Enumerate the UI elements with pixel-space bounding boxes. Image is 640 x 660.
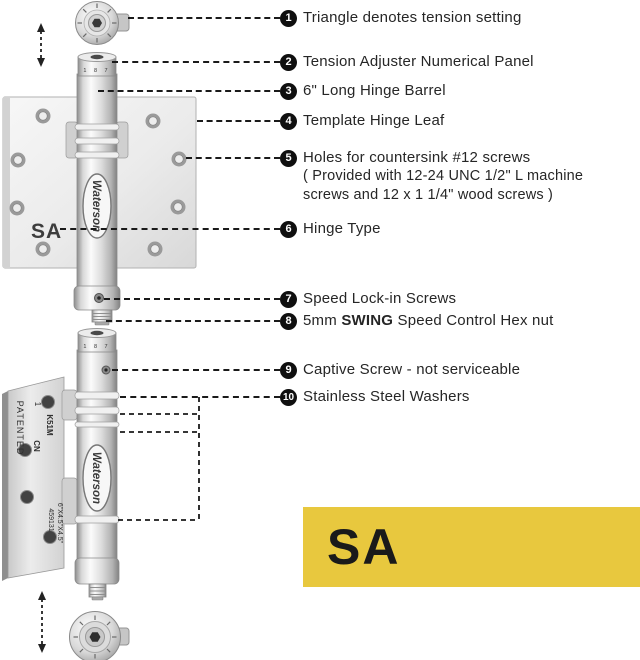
callout-label-5-line3: screws and 12 x 1 1/4" wood screws ) [303, 187, 554, 203]
callout-number-9: 9 [280, 362, 297, 379]
leader-line-6 [60, 228, 280, 230]
patented-stamp: PATENTED [15, 400, 25, 456]
callout-label-5-line1: Holes for countersink #12 screws [303, 149, 531, 166]
callout-label-8-bold: SWING [341, 312, 394, 329]
captive-screw [102, 366, 110, 374]
washer-bracket-lines [118, 397, 199, 520]
brand-name: Waterson [90, 179, 102, 233]
tension-numerical-panel-bottom: 1 8 7 [83, 344, 111, 350]
tension-numerical-panel: 1 8 7 [83, 68, 111, 74]
callout-label-8 [303, 311, 553, 330]
tension-adjuster-knob [76, 2, 130, 45]
pin-hole-bottom [91, 331, 104, 335]
hinge-illustration [0, 0, 310, 660]
leader-line-1 [128, 17, 280, 19]
barrel-washers-top [75, 124, 119, 158]
brand-logo-oval-bottom [83, 445, 111, 511]
callout-number-10: 10 [280, 389, 297, 406]
model-badge [303, 507, 640, 587]
callout-number-8: 8 [280, 313, 297, 330]
callout-number-3: 3 [280, 83, 297, 100]
leader-line-8 [106, 320, 280, 322]
speed-control-hex-nut [92, 310, 112, 325]
size-stamp: 6"X4.5"X4.5" [56, 502, 63, 544]
hinge-type-label: SA [31, 220, 63, 243]
speed-lock-in-screw [95, 294, 104, 303]
callout-label-4: Template Hinge Leaf [303, 112, 445, 129]
callout-label-7: Speed Lock-in Screws [303, 290, 457, 307]
vertical-adjust-arrow-top [37, 23, 45, 67]
leader-line-7 [104, 298, 280, 300]
callout-label-8-pre: 5mm [303, 312, 342, 329]
callout-label-5 [303, 148, 583, 205]
callout-number-2: 2 [280, 54, 297, 71]
callout-label-6: Hinge Type [303, 220, 381, 237]
leader-line-3 [98, 90, 280, 92]
callout-number-1: 1 [280, 10, 297, 27]
callout-label-1: Triangle denotes tension setting [303, 9, 522, 26]
callout-label-5-line2: ( Provided with 12-24 UNC 1/2" L machine [303, 168, 584, 184]
leader-line-9 [112, 369, 280, 371]
vertical-adjust-arrow-bottom [38, 591, 46, 653]
leader-line-10 [120, 396, 280, 398]
leader-line-5 [186, 157, 280, 159]
callout-number-5: 5 [280, 150, 297, 167]
model-badge-label: SA [327, 519, 401, 575]
model-stamp: K51M [45, 414, 54, 436]
callout-label-9: Captive Screw - not serviceable [303, 361, 521, 378]
stamp-one: 1 [33, 401, 42, 407]
leader-line-2 [112, 61, 280, 63]
callout-number-6: 6 [280, 221, 297, 238]
serial-stamp: 459131 [47, 508, 54, 532]
callout-number-7: 7 [280, 291, 297, 308]
callout-label-8-post: Speed Control Hex nut [393, 312, 554, 329]
callout-number-4: 4 [280, 113, 297, 130]
threaded-stud [89, 584, 106, 600]
hinge-leaf-angled [2, 377, 77, 581]
callout-label-3: 6" Long Hinge Barrel [303, 82, 446, 99]
leader-line-4 [197, 120, 280, 122]
callout-label-10: Stainless Steel Washers [303, 388, 470, 405]
origin-stamp: CN [32, 440, 41, 452]
pin-hole [91, 55, 104, 59]
brand-name-bottom: Waterson [90, 451, 102, 505]
bottom-cap-knob [70, 612, 130, 660]
callout-label-2: Tension Adjuster Numerical Panel [303, 53, 534, 70]
